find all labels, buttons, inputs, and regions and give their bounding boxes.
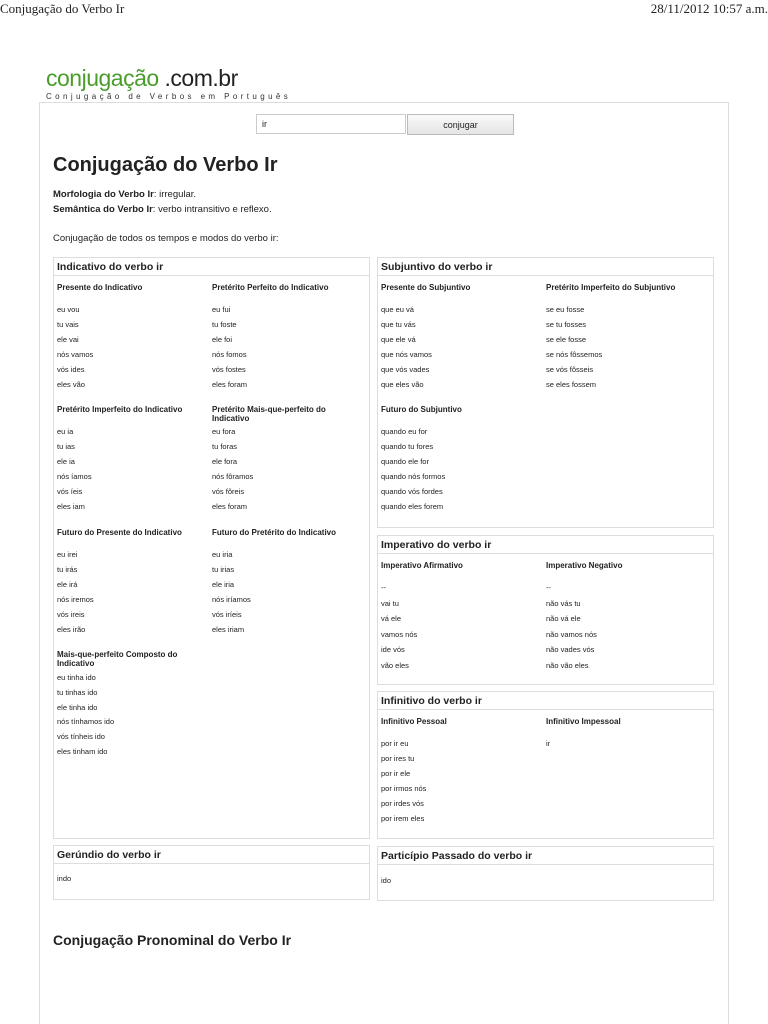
conjugation-form: eu tinha ido — [57, 673, 96, 682]
futuro-preterito-head: Futuro do Pretérito do Indicativo — [212, 528, 336, 537]
conjugation-form: se eles fossem — [546, 379, 597, 389]
conjugation-form: não vão eles — [546, 661, 589, 670]
imperativo-title: Imperativo do verbo ir — [381, 539, 492, 551]
conjugation-form: ele foi — [212, 334, 233, 344]
conjugation-form: quando vós fordes — [381, 487, 443, 496]
site-logo[interactable] — [46, 66, 291, 101]
logo-wordmark — [46, 66, 291, 90]
conjugation-form: ele iria — [212, 579, 235, 589]
print-title: Conjugação do Verbo Ir — [0, 1, 125, 16]
futuro-presente-head: Futuro do Presente do Indicativo — [57, 528, 182, 537]
conjugation-form: ide vós — [381, 645, 405, 655]
infinitivo-impessoal-head: Infinitivo Impessoal — [546, 717, 621, 726]
conjugation-form: quando eu for — [381, 427, 428, 436]
conjugation-form: ele fora — [212, 457, 238, 466]
conjugation-form: ele vai — [57, 334, 79, 344]
gerundio-value: indo — [57, 874, 72, 883]
perfeito-indicativo-head: Pretérito Perfeito do Indicativo — [212, 283, 329, 292]
indicativo-title: Indicativo do verbo ir — [57, 261, 164, 273]
conjugation-form: eles tinham ido — [57, 747, 108, 756]
conjugation-form: nós iremos — [57, 594, 94, 604]
print-datetime: 28/11/2012 10:57 a.m. — [650, 1, 768, 16]
conjugation-form: tu foras — [212, 442, 238, 451]
conjugation-form: quando eles forem — [381, 502, 444, 511]
presente-indicativo-head: Presente do Indicativo — [57, 283, 143, 292]
conjugation-form: tu ias — [57, 442, 75, 451]
participio-title: Particípio Passado do verbo ir — [381, 850, 533, 862]
conjugation-form: eles foram — [212, 379, 248, 389]
conjugation-form: nós iríamos — [212, 594, 251, 604]
logo-domain: .com.br — [158, 65, 238, 91]
divider — [378, 864, 713, 865]
conjugation-form: eles foram — [212, 502, 248, 511]
futuro-subjuntivo-head: Futuro do Subjuntivo — [381, 405, 462, 414]
conjugation-form: não vás tu — [546, 598, 581, 608]
conjugation-form: eu vou — [57, 305, 80, 314]
conjugation-form: que nós vamos — [381, 349, 432, 359]
conjugation-form: eles vão — [57, 379, 85, 389]
conjugation-form: eu fui — [212, 305, 231, 314]
conjugation-form: -- — [546, 583, 551, 592]
conjugation-form: quando tu fores — [381, 442, 434, 451]
conjugation-form: se ele fosse — [546, 334, 587, 344]
intro-text: Conjugação de todos os tempos e modos do verbo ir: — [53, 233, 279, 244]
conjugation-form: se tu fosses — [546, 319, 587, 329]
conjugation-form: vós iríeis — [212, 609, 242, 619]
conjugation-form: por irmos nós — [381, 783, 427, 793]
conjugation-form: ele tinha ido — [57, 702, 98, 712]
conjugation-form: nós fomos — [212, 349, 247, 359]
conjugation-form: eles iriam — [212, 624, 245, 634]
divider — [54, 863, 369, 864]
conjugation-form: eu ia — [57, 427, 74, 436]
conjugation-form: ele irá — [57, 579, 78, 589]
mais-que-perfeito-head: Pretérito Mais-que-perfeito do Indicativo — [212, 405, 326, 423]
conjugation-form: eu irei — [57, 550, 78, 559]
conjugation-form: por irdes vós — [381, 798, 424, 808]
semantica-value: : verbo intransitivo e reflexo. — [152, 204, 272, 215]
imperativo-negativo-head: Imperativo Negativo — [546, 561, 623, 570]
conjugation-form: vós tínheis ido — [57, 732, 105, 742]
conjugation-form: não vamos nós — [546, 629, 597, 639]
conjugation-form: não vá ele — [546, 614, 581, 624]
semantica-label: Semântica do Verbo Ir — [53, 204, 153, 215]
conjugation-form: ele ia — [57, 457, 75, 466]
conjugation-form: que ele vá — [381, 334, 416, 344]
conjugation-form: vós fôreis — [212, 487, 245, 496]
conjugation-form: vós ides — [57, 364, 85, 374]
conjugation-form: eles iam — [57, 502, 85, 511]
divider — [378, 709, 713, 710]
divider — [378, 275, 713, 276]
gerundio-panel — [53, 845, 370, 900]
conjugation-form: nós tínhamos ido — [57, 717, 115, 727]
infinitivo-panel — [377, 691, 714, 839]
page-title: Conjugação do Verbo Ir — [53, 154, 278, 176]
conjugation-form: quando ele for — [381, 457, 429, 466]
conjugation-form: tu tinhas ido — [57, 687, 98, 697]
conjugation-form: eles irão — [57, 624, 86, 634]
conjugation-form: por irem eles — [381, 813, 425, 823]
conjugation-form: por ires tu — [381, 753, 415, 763]
logo-green: conjugação — [46, 65, 159, 91]
conjugation-form: não vades vós — [546, 645, 595, 655]
conjugation-form: que tu vás — [381, 319, 416, 329]
morfologia-label: Morfologia do Verbo Ir — [53, 189, 154, 200]
conjugation-form: se vós fôsseis — [546, 364, 594, 374]
conjugation-form: eu fora — [212, 427, 236, 436]
conjugation-form: que eu vá — [381, 305, 414, 314]
gerundio-title: Gerúndio do verbo ir — [57, 849, 161, 861]
conjugation-form: -- — [381, 583, 386, 592]
presente-subjuntivo-head: Presente do Subjuntivo — [381, 283, 471, 292]
conjugation-form: nós vamos — [57, 349, 94, 359]
mais-que-perfeito-composto-head: Mais-que-perfeito Composto do Indicativo — [57, 650, 178, 668]
imperfeito-subjuntivo-head: Pretérito Imperfeito do Subjuntivo — [546, 283, 676, 292]
imperfeito-indicativo-head: Pretérito Imperfeito do Indicativo — [57, 405, 183, 414]
conjugation-form: nós íamos — [57, 472, 92, 481]
logo-tagline: Conjugação de Verbos em Português — [46, 92, 292, 101]
conjugation-form: tu irás — [57, 564, 78, 574]
divider — [54, 275, 369, 276]
semantica-line — [53, 204, 272, 215]
conjugation-form: vós fostes — [212, 364, 246, 374]
conjugation-form: tu foste — [212, 319, 237, 329]
conjugar-button[interactable]: conjugar — [407, 114, 514, 135]
conjugation-form: vós íeis — [57, 487, 83, 496]
infinitivo-title: Infinitivo do verbo ir — [381, 695, 482, 707]
divider — [378, 553, 713, 554]
conjugation-form: eu iria — [212, 550, 233, 559]
participio-panel — [377, 846, 714, 901]
conjugation-form: tu irias — [212, 564, 235, 574]
conjugation-form: vamos nós — [381, 629, 418, 639]
conjugation-form: que vós vades — [381, 364, 430, 374]
conjugation-form: por ir ele — [381, 768, 411, 778]
print-header — [0, 0, 768, 18]
conjugation-form: que eles vão — [381, 379, 424, 389]
conjugation-form: vai tu — [381, 598, 399, 608]
participio-value: ido — [381, 876, 392, 885]
conjugation-form: nós fôramos — [212, 472, 254, 481]
morfologia-value: : irregular. — [153, 189, 197, 200]
conjugation-form: quando nós formos — [381, 472, 446, 481]
conjugation-form: ir — [546, 739, 551, 748]
conjugation-form: vós ireis — [57, 609, 85, 619]
conjugation-form: tu vais — [57, 319, 79, 329]
morfologia-line — [53, 189, 196, 200]
imperativo-afirmativo-head: Imperativo Afirmativo — [381, 561, 463, 570]
conjugation-form: vão eles — [381, 661, 409, 670]
conjugation-form: por ir eu — [381, 739, 409, 748]
conjugation-form: vá ele — [381, 614, 402, 624]
infinitivo-pessoal-head: Infinitivo Pessoal — [381, 717, 447, 726]
pronominal-title: Conjugação Pronominal do Verbo Ir — [53, 932, 292, 948]
conjugation-form: se eu fosse — [546, 305, 585, 314]
conjugation-form: se nós fôssemos — [546, 349, 603, 359]
verb-search-input[interactable] — [256, 114, 406, 134]
subjuntivo-title: Subjuntivo do verbo ir — [381, 261, 493, 273]
